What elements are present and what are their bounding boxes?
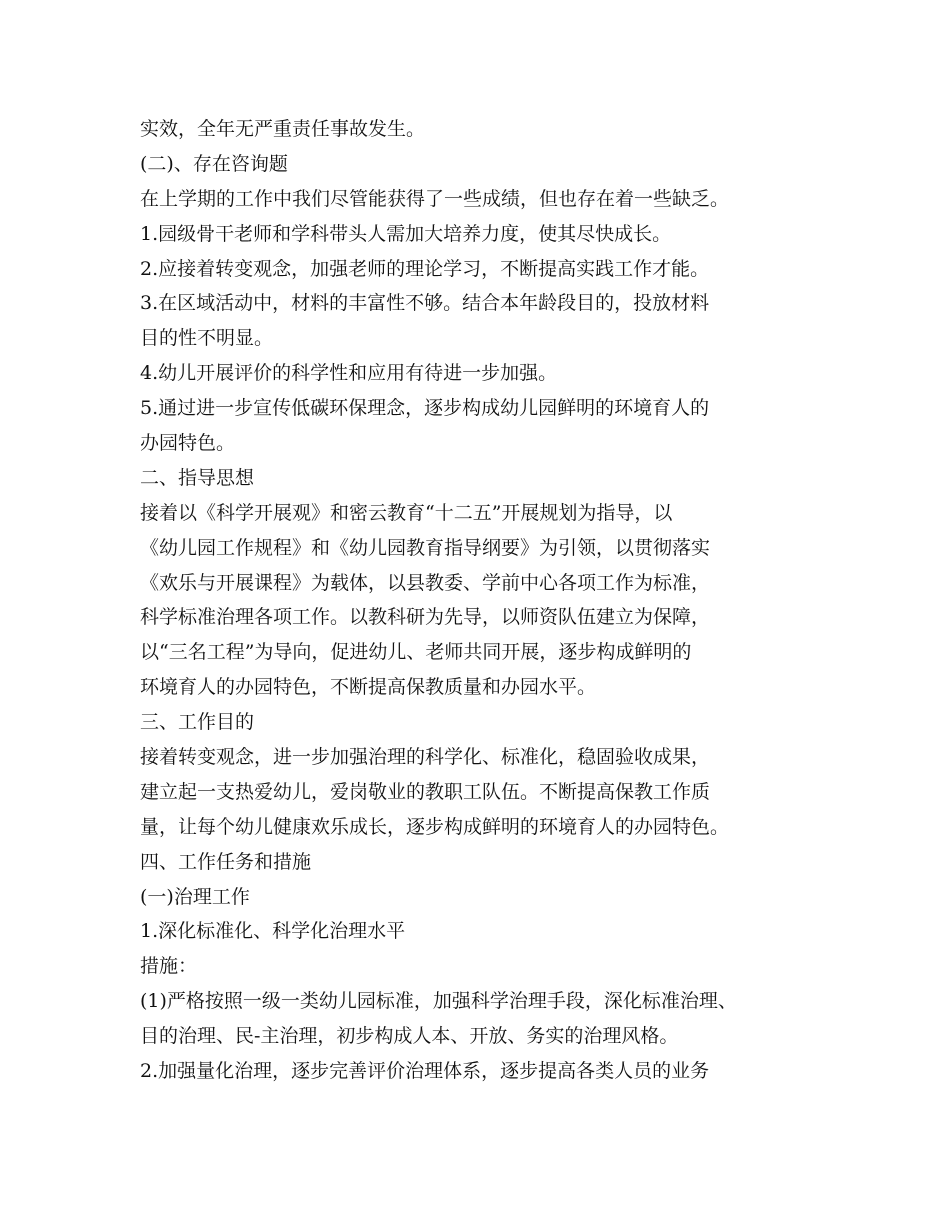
list-item: 5.通过进一步宣传低碳环保理念，逐步构成幼儿园鲜明的环境育人的 [140, 397, 710, 420]
text-line: 《幼儿园工作规程》和《幼儿园教育指导纲要》为引领，以贯彻落实 [140, 536, 711, 559]
text-line: 办园特色。 [140, 432, 236, 455]
text-line: 实效，全年无严重责任事故发生。 [140, 118, 426, 140]
section-heading: 三、工作目的 [140, 711, 255, 734]
section-heading: 二、指导思想 [140, 466, 255, 489]
list-item: 2.应接着转变观念，加强老师的理论学习，不断提高实践工作才能。 [140, 257, 710, 280]
list-item: 3.在区域活动中，材料的丰富性不够。结合本年龄段目的，投放材料 [140, 292, 710, 315]
text-line: 在上学期的工作中我们尽管能获得了一些成绩，但也存在着一些缺乏。 [140, 187, 730, 210]
list-item: 1.园级骨干老师和学科带头人需加大培养力度，使其尽快成长。 [140, 222, 672, 245]
list-item: (1)严格按照一级一类幼儿园标准，加强科学治理手段，深化标准治理、 [140, 990, 737, 1013]
list-item: 2.加强量化治理，逐步完善评价治理体系，逐步提高各类人员的业务 [140, 1060, 710, 1083]
text-line: 措施： [140, 955, 198, 978]
text-line: 环境育人的办园特色，不断提高保教质量和办园水平。 [140, 676, 597, 699]
text-line: 目的治理、民-主治理，初步构成人本、开放、务实的治理风格。 [140, 1025, 679, 1048]
section-heading: (二)、存在咨询题 [140, 152, 288, 175]
list-item: 4.幼儿开展评价的科学性和应用有待进一步加强。 [140, 362, 558, 385]
text-line: 接着转变观念，进一步加强治理的科学化、标准化，稳固验收成果， [140, 746, 711, 769]
document-body [140, 112, 840, 1089]
text-line: 接着以《科学开展观》和密云教育“十二五”开展规划为指导，以 [140, 501, 673, 524]
list-item: 1.深化标准化、科学化治理水平 [140, 920, 406, 943]
text-line: 科学标准治理各项工作。以教科研为先导，以师资队伍建立为保障， [140, 606, 711, 629]
text-line: 以“三名工程”为导向，促进幼儿、老师共同开展，逐步构成鲜明的 [140, 641, 692, 664]
text-line: 目的性不明显。 [140, 327, 274, 350]
section-heading: 四、工作任务和措施 [140, 850, 312, 873]
section-heading: (一)治理工作 [140, 885, 250, 908]
text-line: 建立起一支热爱幼儿，爱岗敬业的教职工队伍。不断提高保教工作质 [140, 780, 711, 803]
text-line: 《欢乐与开展课程》为载体，以县教委、学前中心各项工作为标准， [140, 571, 711, 594]
text-line: 量，让每个幼儿健康欢乐成长，逐步构成鲜明的环境育人的办园特色。 [140, 815, 730, 838]
